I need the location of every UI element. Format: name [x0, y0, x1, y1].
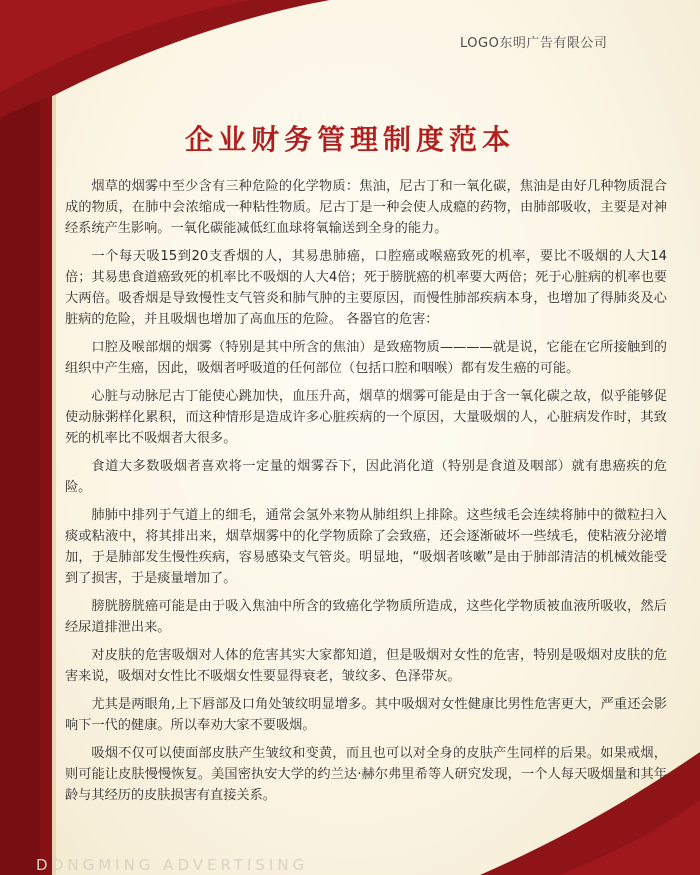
document-body: [65, 176, 667, 813]
paragraph: 肺肺中排列于气道上的细毛，通常会氢外来物从肺组织上排除。这些绒毛会连续将肺中的微粒扫入痰或粘液中，将其排出来，烟草烟雾中的化学物质除了会致癌，还会逐渐破坏一些绒毛，使粘液分泌增加，于是肺部发生慢性疾病，容易感染支气管炎。明显地，“吸烟者咳嗽”是由于肺部清洁的机械效能受到了损害，于是痰量增加了。: [65, 508, 667, 586]
paragraph: 膀胱膀胱癌可能是由于吸入焦油中所含的致癌化学物质所造成，这些化学物质被血液所吸收，然后经尿道排泄出来。: [65, 599, 667, 635]
paragraph: 食道大多数吸烟者喜欢将一定量的烟雾吞下，因此消化道（特别是食道及咽部）就有患癌疾的危险。: [65, 459, 667, 495]
paragraph: 烟草的烟雾中至少含有三种危险的化学物质：焦油，尼古丁和一氧化碳，焦油是由好几种物质混合成的物质，在肺中会浓缩成一种粘性物质。尼古丁是一种会使人成瘾的药物，由肺部吸收，主要是对神经系统产生影响。一氧化碳能减低红血球将氧输送到全身的能力。: [65, 179, 667, 236]
paragraph: 尤其是两眼角,上下唇部及口角处皱纹明显增多。其中吸烟对女性健康比男性危害更大，严重还会影响下一代的健康。所以奉劝大家不要吸烟。: [65, 697, 667, 733]
paragraph: 一个每天吸15到20支香烟的人，其易患肺癌，口腔癌或喉癌致死的机率，要比不吸烟的人大14倍；其易患食道癌致死的机率比不吸烟的人大4倍；死于膀胱癌的机率要大两倍；死于心脏病的机率也要大两倍。吸香烟是导致慢性支气管炎和肺气肿的主要原因，而慢性肺部疾病本身，也增加了得肺炎及心脏病的危险，并且吸烟也增加了高血压的危险。 各器官的危害：: [65, 249, 667, 327]
paragraph: 心脏与动脉尼古丁能使心跳加快，血压升高，烟草的烟雾可能是由于含一氧化碳之故，似乎能够促使动脉粥样化累积，而这种情形是造成许多心脏疾病的一个原因，大量吸烟的人，心脏病发作时，其致死的机率比不吸烟者大很多。: [65, 389, 667, 446]
left-band-shade: [0, 101, 40, 875]
paragraph: 口腔及喉部烟的烟雾（特别是其中所含的焦油）是致癌物质————就是说，它能在它所接触到的组织中产生癌，因此，吸烟者呼吸道的任何部位（包括口腔和咽喉）都有发生癌的可能。: [65, 340, 667, 376]
company-logo-text: LOGO东明广告有限公司: [460, 36, 608, 51]
paragraph: 吸烟不仅可以使面部皮肤产生皱纹和变黄，而且也可以对全身的皮肤产生同样的后果。如果戒烟，则可能让皮肤慢慢恢复。美国密执安大学的约兰达·赫尔弗里希等人研究发现，一个人每天吸烟量和其年龄与其经历的皮肤损害有直接关系。: [65, 746, 667, 803]
page-title: 企业财务管理制度范本: [184, 123, 515, 156]
footer-watermark-text: DONGMING ADVERTISING: [36, 856, 309, 874]
left-band-stripe: [52, 95, 56, 875]
paragraph: 对皮肤的危害吸烟对人体的危害其实大家都知道，但是吸烟对女性的危害，特别是吸烟对皮肤的危害来说，吸烟对女性比不吸烟女性要显得衰老，皱纹多、色泽带灰。: [65, 648, 667, 684]
